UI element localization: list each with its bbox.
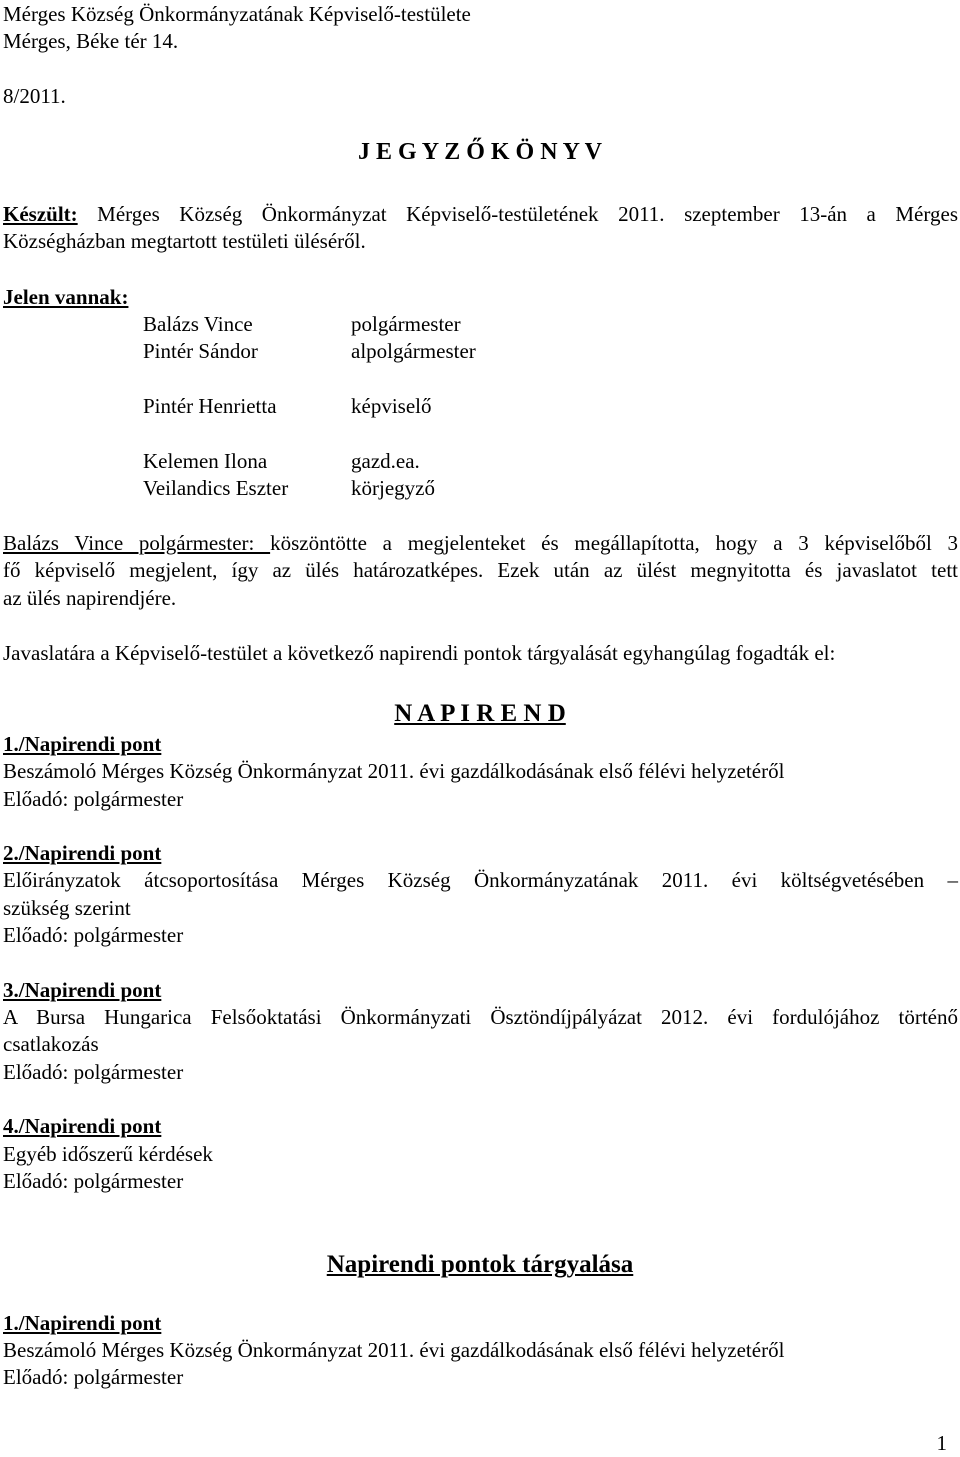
agenda-item-text: A Bursa Hungarica Felsőoktatási Önkormányzati Ösztöndíjpályázat 2012. évi fordulójához történő [3, 1005, 958, 1029]
header-line-1: Mérges Község Önkormányzatának Képviselő-testülete [3, 2, 471, 26]
agenda-item-text: Beszámoló Mérges Község Önkormányzat 2011. évi gazdálkodásának első félévi helyzetéről [3, 759, 785, 783]
agenda-item-presenter: Előadó: polgármester [3, 787, 184, 811]
agenda-item-text: Egyéb időszerű kérdések [3, 1142, 213, 1166]
agenda-item-text: szükség szerint [3, 896, 131, 920]
attendee-role: körjegyző [351, 476, 435, 500]
header-line-2: Mérges, Béke tér 14. [3, 29, 179, 53]
attendee-role: képviselő [351, 394, 432, 418]
attendee-role: polgármester [351, 312, 461, 336]
agenda-item-heading: 1./Napirendi pont [3, 732, 162, 756]
agenda-item-heading: 2./Napirendi pont [3, 841, 162, 865]
agenda-title: N A P I R E N D [394, 700, 566, 727]
opening-line-2: fő képviselő megjelent, így az ülés határozatképes. Ezek után az ülést megnyitotta és javaslatot tett [3, 558, 958, 582]
attendee-name: Pintér Henrietta [143, 394, 277, 418]
discussion-text: Beszámoló Mérges Község Önkormányzat 2011. évi gazdálkodásának első félévi helyzetéről [3, 1338, 785, 1362]
proposal-text: Javaslatára a Képviselő-testület a következő napirendi pontok tárgyalását egyhangúlag fogadták el: [3, 641, 836, 665]
keszult-line-1 [3, 201, 958, 228]
agenda-item-text: csatlakozás [3, 1032, 99, 1056]
attendee-name: Balázs Vince [143, 312, 253, 336]
agenda-item-presenter: Előadó: polgármester [3, 1169, 184, 1193]
keszult-text: Mérges Község Önkormányzat Képviselő-testületének 2011. szeptember 13-án a Mérges [77, 202, 958, 226]
keszult-label: Készült: [3, 202, 78, 226]
opening-line-1 [3, 530, 958, 557]
attendee-role: alpolgármester [351, 339, 476, 363]
agenda-item-presenter: Előadó: polgármester [3, 1060, 184, 1084]
opening-line-3: az ülés napirendjére. [3, 586, 177, 610]
attendee-role: gazd.ea. [351, 449, 420, 473]
discussion-presenter: Előadó: polgármester [3, 1365, 184, 1389]
discussion-heading: 1./Napirendi pont [3, 1311, 162, 1335]
page-number: 1 [936, 1431, 947, 1455]
agenda-item-text: Előirányzatok átcsoportosítása Mérges Község Önkormányzatának 2011. évi költségvetésében – [3, 868, 958, 892]
document-title: J E G Y Z Ő K Ö N Y V [357, 139, 603, 165]
opening-text: köszöntötte a megjelenteket és megállapította, hogy a 3 képviselőből 3 [270, 531, 959, 555]
attendee-name: Pintér Sándor [143, 339, 258, 363]
agenda-item-presenter: Előadó: polgármester [3, 923, 184, 947]
discussion-title: Napirendi pontok tárgyalása [326, 1251, 634, 1278]
attendees-label: Jelen vannak: [3, 285, 129, 309]
agenda-item-heading: 4./Napirendi pont [3, 1114, 162, 1138]
keszult-line-2: Községházban megtartott testületi üléséről. [3, 229, 366, 253]
agenda-item-heading: 3./Napirendi pont [3, 978, 162, 1002]
attendee-name: Kelemen Ilona [143, 449, 268, 473]
opening-speaker: Balázs Vince polgármester: [3, 531, 271, 555]
doc-number: 8/2011. [3, 84, 66, 108]
attendee-name: Veilandics Eszter [143, 476, 289, 500]
